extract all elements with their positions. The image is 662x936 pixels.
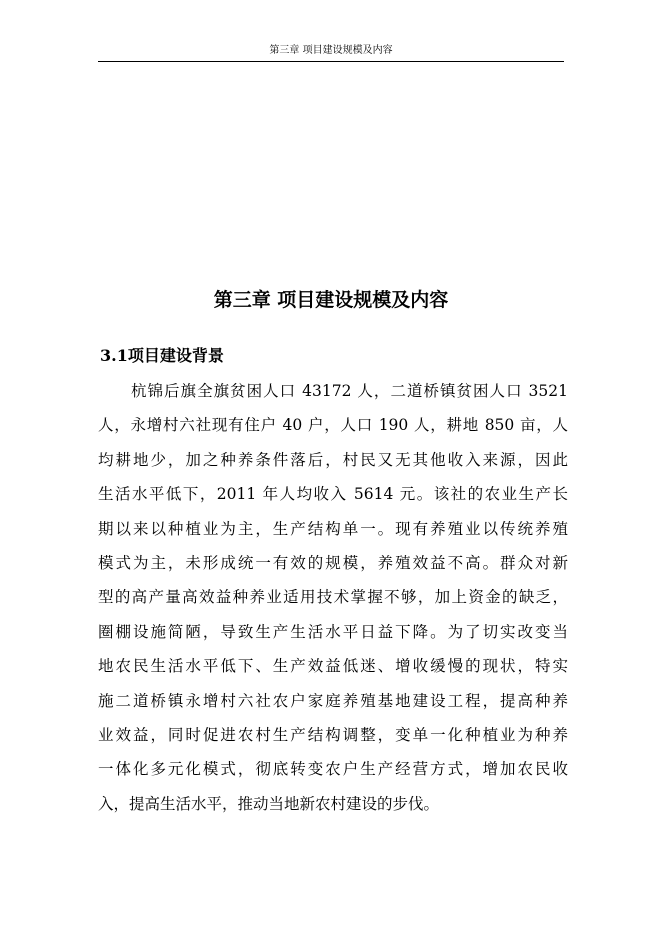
paragraph-line: 地农民生活水平低下、生产效益低迷、增收缓慢的现状，特实 xyxy=(98,657,568,676)
paragraph-line: 人，永增村六社现有住户 40 户，人口 190 人，耕地 850 亩，人 xyxy=(98,416,568,435)
paragraph-line: 模式为主，未形成统一有效的规模，养殖效益不高。群众对新 xyxy=(98,553,568,572)
paragraph-line: 均耕地少，加之种养条件落后，村民又无其他收入来源，因此 xyxy=(98,450,568,469)
paragraph-line: 生活水平低下，2011 年人均收入 5614 元。该社的农业生产长 xyxy=(98,485,568,504)
paragraph-line: 一体化多元化模式，彻底转变农户生产经营方式，增加农民收 xyxy=(98,760,568,779)
paragraph-line: 业效益，同时促进农村生产结构调整，变单一化种植业为种养 xyxy=(98,725,568,744)
paragraph-line: 期以来以种植业为主，生产结构单一。现有养殖业以传统养殖 xyxy=(98,519,568,538)
paragraph-line: 杭锦后旗全旗贫困人口 43172 人，二道桥镇贫困人口 3521 xyxy=(131,382,568,400)
header-rule xyxy=(98,61,564,62)
body-paragraph xyxy=(98,374,568,821)
paragraph-line: 施二道桥镇永增村六社农户家庭养殖基地建设工程，提高种养 xyxy=(98,691,568,710)
paragraph-line: 型的高产量高效益种养业适用技术掌握不够，加上资金的缺乏， xyxy=(98,588,568,607)
section-heading: 3.1项目建设背景 xyxy=(100,346,224,365)
paragraph-line: 入，提高生活水平，推动当地新农村建设的步伐。 xyxy=(98,794,440,813)
running-header: 第三章 项目建设规模及内容 xyxy=(269,45,393,56)
paragraph-line: 圈棚设施简陋，导致生产生活水平日益下降。为了切实改变当 xyxy=(98,622,568,641)
chapter-title: 第三章 项目建设规模及内容 xyxy=(213,289,449,311)
